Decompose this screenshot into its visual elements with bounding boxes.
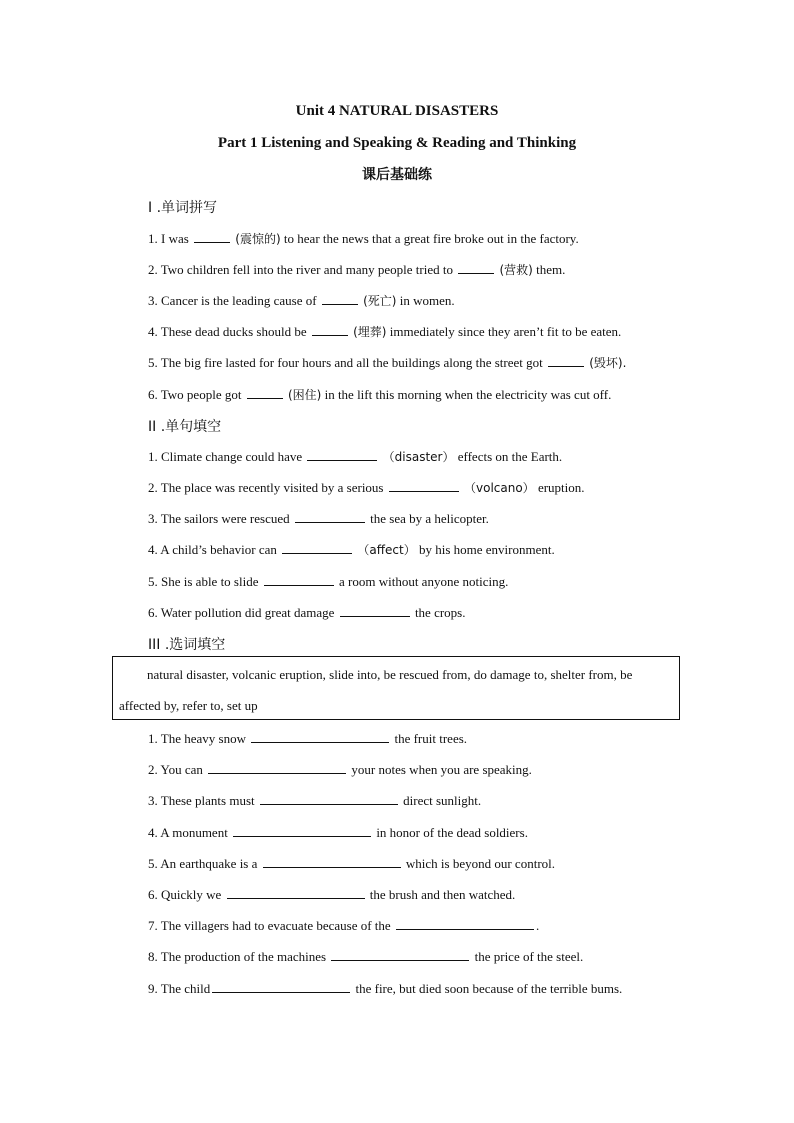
item-text: .	[535, 918, 540, 933]
list-item	[148, 448, 562, 465]
item-text: 6. Quickly we	[148, 887, 222, 902]
item-text: the fruit trees.	[394, 731, 468, 746]
answer-blank[interactable]	[260, 792, 398, 805]
item-text: direct sunlight.	[403, 793, 482, 808]
item-text: the brush and then watched.	[369, 887, 516, 902]
item-text: the sea by a helicopter.	[370, 511, 489, 526]
answer-blank[interactable]	[548, 354, 584, 367]
answer-blank[interactable]	[307, 448, 377, 461]
page-title: Unit 4 NATURAL DISASTERS	[295, 103, 499, 119]
item-text: in women.	[399, 293, 455, 308]
list-item	[148, 354, 626, 371]
answer-blank[interactable]	[233, 824, 371, 837]
item-text: 3. Cancer is the leading cause of	[148, 293, 317, 308]
item-text: effects on the Earth.	[457, 449, 563, 464]
item-text: 2. You can	[148, 762, 203, 777]
answer-blank[interactable]	[295, 510, 365, 523]
item-hint: (营救)	[499, 263, 533, 277]
answer-blank[interactable]	[227, 886, 365, 899]
answer-blank[interactable]	[312, 323, 348, 336]
item-text: to hear the news that a great fire broke out in the factory.	[283, 231, 579, 246]
answer-blank[interactable]	[389, 479, 459, 492]
list-item	[148, 230, 579, 247]
item-text: 4. These dead ducks should be	[148, 324, 307, 339]
item-hint: (死亡)	[363, 294, 397, 308]
item-text: the fire, but died soon because of the terrible bums.	[355, 981, 623, 996]
item-text: 2. Two children fell into the river and many people tried to	[148, 262, 453, 277]
word-bank-box	[112, 656, 680, 720]
answer-blank[interactable]	[263, 855, 401, 868]
item-text: 3. The sailors were rescued	[148, 511, 290, 526]
item-text: the crops.	[414, 605, 466, 620]
item-text: 5. She is able to slide	[148, 574, 259, 589]
item-text: 5. An earthquake is a	[148, 856, 258, 871]
answer-blank[interactable]	[396, 917, 534, 930]
item-hint: (埋葬)	[353, 325, 387, 339]
answer-blank[interactable]	[282, 541, 352, 554]
list-item	[148, 261, 565, 278]
item-text: them.	[536, 262, 566, 277]
answer-blank[interactable]	[212, 980, 350, 993]
item-hint: （affect）	[357, 543, 416, 557]
item-text: 4. A monument	[148, 825, 228, 840]
list-item	[148, 761, 532, 778]
item-text: 2. The place was recently visited by a serious	[148, 480, 384, 495]
list-item	[148, 573, 508, 590]
list-item	[148, 292, 455, 309]
item-hint: (毁坏).	[589, 356, 627, 370]
answer-blank[interactable]	[264, 573, 334, 586]
list-item	[148, 886, 515, 903]
list-item	[148, 541, 555, 558]
list-item	[148, 824, 528, 841]
page-subtitle-cn: 课后基础练	[362, 167, 432, 183]
answer-blank[interactable]	[251, 730, 389, 743]
list-item	[148, 386, 611, 403]
page-subtitle: Part 1 Listening and Speaking & Reading and Thinking	[217, 135, 577, 151]
item-hint: (困住)	[287, 388, 322, 402]
item-text: 7. The villagers had to evacuate because of the	[148, 918, 391, 933]
item-text: by his home environment.	[418, 542, 555, 557]
list-item	[148, 604, 465, 621]
list-item	[148, 510, 489, 527]
answer-blank[interactable]	[247, 386, 283, 399]
item-text: your notes when you are speaking.	[351, 762, 532, 777]
item-text: 1. Climate change could have	[148, 449, 303, 464]
item-text: 1. I was	[148, 231, 189, 246]
list-item	[148, 479, 585, 496]
item-text: immediately since they aren’t fit to be eaten.	[389, 324, 622, 339]
list-item	[148, 917, 539, 934]
item-text: a room without anyone noticing.	[339, 574, 509, 589]
answer-blank[interactable]	[194, 230, 230, 243]
answer-blank[interactable]	[322, 292, 358, 305]
item-hint: （volcano）	[464, 481, 535, 495]
item-text: 4. A child’s behavior can	[148, 542, 277, 557]
list-item	[148, 730, 467, 747]
item-text: in honor of the dead soldiers.	[376, 825, 528, 840]
item-text: 6. Two people got	[148, 387, 242, 402]
list-item	[148, 792, 481, 809]
list-item	[148, 948, 583, 965]
section3-heading: III .选词填空	[148, 637, 226, 653]
item-text: 3. These plants must	[148, 793, 255, 808]
list-item	[148, 323, 621, 340]
item-hint: （disaster）	[382, 450, 455, 464]
item-text: the price of the steel.	[474, 949, 584, 964]
item-text: in the lift this morning when the electricity was cut off.	[324, 387, 612, 402]
list-item	[148, 855, 555, 872]
section1-heading: I .单词拼写	[148, 200, 218, 216]
answer-blank[interactable]	[458, 261, 494, 274]
word-bank-line: affected by, refer to, set up	[119, 698, 258, 713]
word-bank-line: natural disaster, volcanic eruption, slide into, be rescued from, do damage to, shelter from, be	[147, 667, 633, 682]
item-text: 8. The production of the machines	[148, 949, 327, 964]
list-item	[148, 980, 622, 997]
item-text: 5. The big fire lasted for four hours and all the buildings along the street got	[148, 355, 543, 370]
answer-blank[interactable]	[340, 604, 410, 617]
item-text: 6. Water pollution did great damage	[148, 605, 335, 620]
item-hint: (震惊的)	[235, 232, 281, 246]
answer-blank[interactable]	[331, 948, 469, 961]
item-text: 1. The heavy snow	[148, 731, 246, 746]
section2-heading: II .单句填空	[148, 419, 222, 435]
item-text: eruption.	[537, 480, 585, 495]
item-text: which is beyond our control.	[405, 856, 556, 871]
answer-blank[interactable]	[208, 761, 346, 774]
item-text: 9. The child	[148, 981, 211, 996]
